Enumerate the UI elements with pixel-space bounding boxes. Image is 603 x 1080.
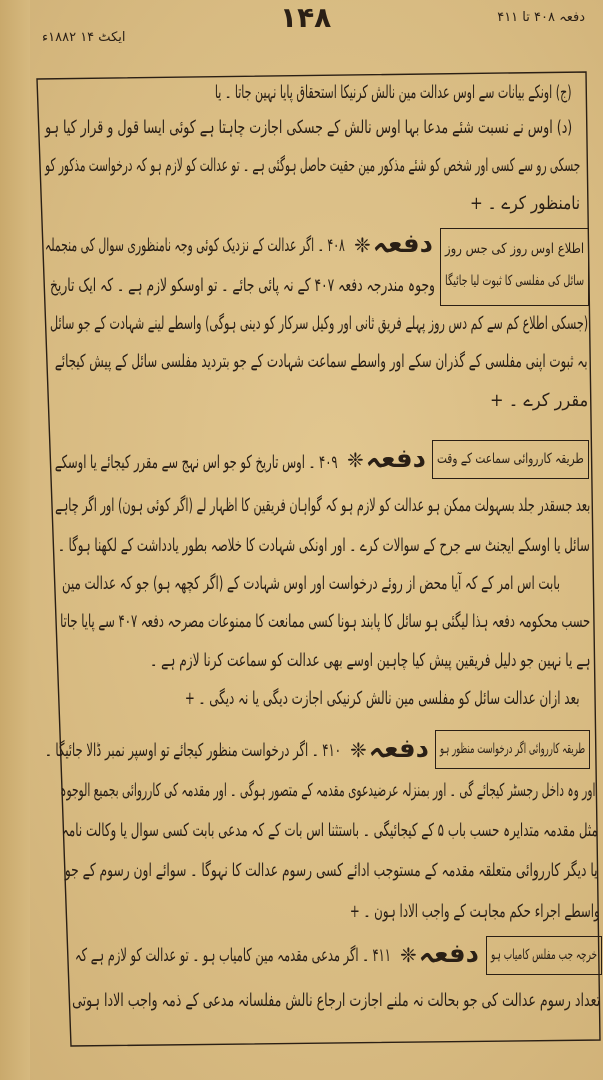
text-line: وجوہ مندرجہ دفعہ ۴۰۷ کے نہ پائی جائے ۔ تو اوسکو لازم ہے ۔ کہ ایک تاریخ	[50, 275, 435, 296]
text-line: ۴۱۰ ۔ اگر درخواست منظور کیجائے تو اوسپر نمبر ڈالا جائیگا ۔	[45, 740, 341, 761]
ornament-icon: ❈	[349, 738, 367, 762]
text-line: یا دیگر کارروائی متعلقہ مقدمہ کے مستوجب ادائے کسی رسوم عدالت کا نہوگا ۔ سوائے اون رسوم کے جو	[65, 860, 598, 881]
text-line: جسکی رو سے کسی اور شخص کو شئے مذکور مین حقیت حاصل ہوگئی ہے ۔ تو عدالت کو لازم ہو کہ درخواست مذکور کو	[44, 155, 580, 176]
text-line: بابت اس امر کے کہ آیا محض از روئے درخواست اور اوس شہادت کے (اگر کچھہ ہو) جو کہ عدالت مین	[61, 573, 560, 594]
text-line: مقرر کرے ۔ +	[489, 390, 588, 411]
page-number: ۱۴۸	[280, 1, 332, 34]
text-line: (جسکی اطلاع کم سے کم دس روز پہلے فریق ثانی اور وکیل سرکار کو دینی ہوگی) واسطے لینے شہادت کے جو سائل	[49, 313, 588, 334]
text-line: (د) اوس نے نسبت شئے مدعا بہا اوس نالش کے جسکی اجازت چاہتا ہے کوئی ایسا قول و قرار کیا ہو	[44, 117, 572, 138]
text-line: بعد جسقدر جلد بسہولت ممکن ہو عدالت کو لازم ہو کہ گواہان فریقین کا اظہار لے (اگر کوئی ہون) اور اگر چاہے	[54, 495, 590, 516]
margin-note-box	[432, 440, 589, 479]
text-line: ۴۰۸ ۔ اگر عدالت کے نزدیک کوئی وجہ نامنظوری سوال کی منجملہ	[45, 235, 345, 256]
section-label: دفعہ❈	[353, 229, 433, 259]
text-line: بعد ازان عدالت سائل کو مفلسی مین نالش کرنیکی اجازت دیگی یا نہ دیگی ۔ +	[185, 688, 580, 709]
running-head-sections: دفعہ ۴۰۸ تا ۴۱۱	[497, 10, 585, 25]
section-label: دفعہ❈	[349, 734, 429, 764]
ornament-icon: ❈	[399, 943, 417, 967]
ornament-icon: ❈	[353, 233, 371, 257]
text-line: ہے یا نہین جو دلیل فریقین پیش کیا چاہین اوسے بھی عدالت کو سماعت کرنا لازم ہے ۔	[149, 650, 590, 671]
text-line: (ج) اونکے بیانات سے اوس عدالت مین نالش کرنیکا استحقاق پایا نہین جاتا ۔ یا	[215, 82, 572, 103]
section-label: دفعہ❈	[346, 444, 426, 474]
margin-note-box	[435, 730, 590, 769]
running-head-act: ایکٹ ۱۴ ۱۸۸۲ء	[42, 30, 126, 45]
text-line: اور وہ داخل رجسٹر کیجائے گی ۔ اور بمنزلہ عرضیدعوی مقدمہ کے متصور ہوگی ۔ اور مقدمہ کی کارروائی بجمیع الوجوہ	[59, 780, 595, 801]
text-line: نامنظور کرے ۔ +	[469, 193, 580, 214]
text-line: واسطے اجراء حکم مجاہت کے واجب الادا ہون ۔ +	[350, 901, 600, 922]
margin-note-line: طریقہ کارروائی سماعت کے وقت	[437, 451, 584, 467]
text-line: ۴۰۹ ۔ اوس تاریخ کو جو اس نہج سے مقرر کیجائے یا اوسکے	[55, 452, 338, 473]
text-line: مثل مقدمہ متدایرہ حسب باب ۵ کے کیجائیگی ۔ باستثنا اس بات کے کہ مدعی بابت کسی سوال یا وکالت نامہ	[62, 820, 598, 841]
margin-note-line: اطلاع اوس روز کی جس روز	[444, 241, 584, 257]
text-line: حسب محکومہ دفعہ ہذا لیگئی ہو سائل کا پابند ہونا کسی ممانعت کا ممنوعات مصرحہ دفعہ ۴۰۷ سے پایا جاتا	[59, 611, 591, 632]
text-line: سائل یا اوسکے ایجنٹ سے جرح کے سوالات کرے ۔ اور اونکی شہادت کا خلاصہ بطور یادداشت کے لکھنا ہوگا ۔	[58, 535, 590, 556]
text-line: ۴۱۱ ۔ اگر مدعی مقدمہ مین کامیاب ہو ۔ تو عدالت کو لازم ہے کہ	[75, 945, 391, 966]
margin-note-line: خرچہ جب مفلس کامیاب ہو	[490, 947, 597, 963]
margin-note-line: طریقہ کارروائی اگر درخواست منظور ہو	[439, 741, 585, 757]
margin-note-box	[486, 936, 602, 975]
ornament-icon: ❈	[346, 448, 364, 472]
text-line: تعداد رسوم عدالت کی جو بحالت نہ ملنے اجازت ارجاع نالش مفلسانہ مدعی کے ذمہ واجب الادا ہوتی	[71, 990, 600, 1011]
text-line: بہ ثبوت اپنی مفلسی کے گذران سکے اور واسطے سماعت شہادت کے جو بتردید مفلسی سائل کے پیش کیجائے	[55, 351, 588, 372]
margin-note-line: سائل کی مفلسی کا ثبوت لیا جائیگا	[444, 273, 584, 289]
section-label: دفعہ❈	[399, 939, 479, 969]
margin-note-box	[440, 228, 589, 306]
